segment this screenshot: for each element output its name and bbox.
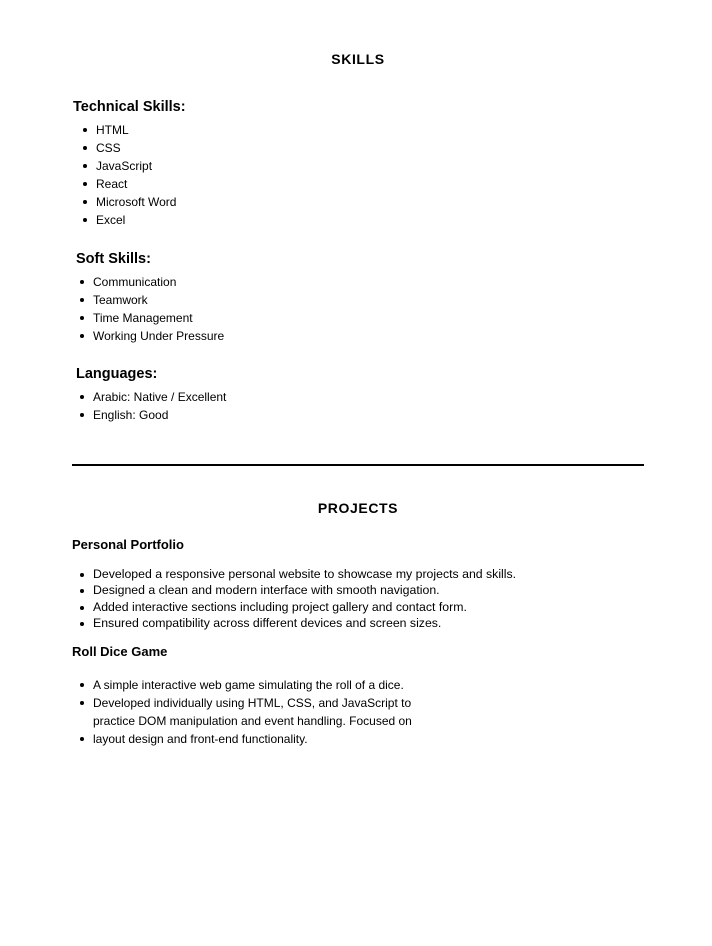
list-item: layout design and front-end functionality.	[93, 730, 412, 748]
languages-list	[93, 388, 226, 424]
project-title-portfolio: Personal Portfolio	[72, 537, 184, 552]
list-item: JavaScript	[96, 157, 176, 175]
section-divider	[72, 464, 644, 466]
list-item: Designed a clean and modern interface with smooth navigation.	[93, 582, 516, 598]
projects-section-title: PROJECTS	[317, 500, 399, 516]
languages-heading: Languages:	[76, 366, 158, 382]
list-item: Teamwork	[93, 291, 224, 309]
list-item: A simple interactive web game simulating the roll of a dice.	[93, 676, 412, 694]
list-item: Ensured compatibility across different devices and screen sizes.	[93, 615, 516, 631]
list-item: Communication	[93, 273, 224, 291]
list-item: HTML	[96, 121, 176, 139]
list-item: Added interactive sections including project gallery and contact form.	[93, 599, 516, 615]
list-item: Developed a responsive personal website to showcase my projects and skills.	[93, 567, 517, 581]
soft-skills-list	[93, 273, 224, 345]
skills-section-title: SKILLS	[331, 51, 385, 67]
dice-bullets	[93, 676, 412, 748]
list-item: React	[96, 175, 176, 193]
list-item: English: Good	[93, 406, 226, 424]
project-title-dice: Roll Dice Game	[72, 644, 168, 659]
list-item: Microsoft Word	[96, 195, 177, 209]
list-item: Excel	[96, 211, 176, 229]
list-item-continuation: practice DOM manipulation and event handling. Focused on	[93, 714, 412, 728]
list-item: Developed individually using HTML, CSS, and JavaScript to	[93, 696, 412, 710]
portfolio-bullets	[93, 566, 516, 631]
list-item: CSS	[96, 139, 176, 157]
list-item: Time Management	[93, 309, 224, 327]
technical-skills-list	[96, 121, 176, 229]
soft-skills-heading: Soft Skills:	[76, 251, 151, 267]
list-item: Working Under Pressure	[93, 329, 225, 343]
list-item: Arabic: Native / Excellent	[93, 390, 227, 404]
technical-skills-heading: Technical Skills:	[73, 99, 186, 115]
